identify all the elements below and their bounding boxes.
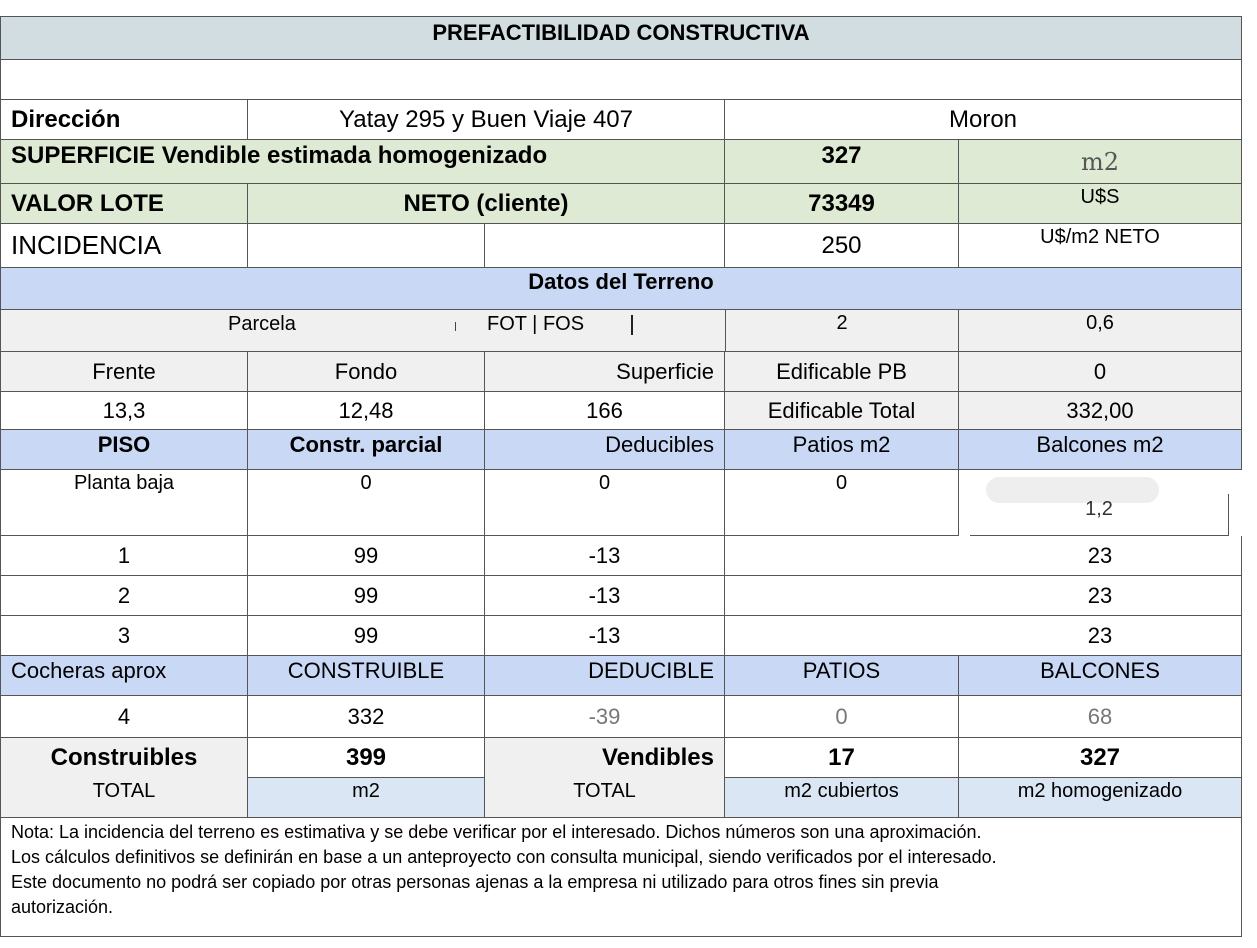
deducibles-1: -13 — [485, 536, 725, 576]
cocheras-value: 4 — [0, 696, 248, 738]
patios-pb: 0 — [725, 470, 959, 536]
parcela-row-bg — [0, 310, 725, 352]
constr-3: 99 — [248, 616, 485, 656]
balcones-3: 23 — [959, 616, 1242, 656]
parcela-tick — [455, 322, 456, 331]
constr-header: Constr. parcial — [248, 430, 485, 470]
nota-block — [0, 818, 1242, 937]
patios-header: Patios m2 — [725, 430, 959, 470]
parcela-label: Parcela — [228, 312, 296, 335]
constr-1: 99 — [248, 536, 485, 576]
nota-line-2: Los cálculos definitivos se definirán en base a un anteproyecto con consulta municipal, siendo verificados por el interesado. — [11, 847, 997, 867]
piso-2: 2 — [0, 576, 248, 616]
homogenizado-value: 327 — [959, 738, 1242, 778]
total-label-2: TOTAL — [485, 778, 725, 818]
superficie-value-terreno: 166 — [485, 392, 725, 430]
balcones-header: Balcones m2 — [959, 430, 1242, 470]
balcones-1: 23 — [959, 536, 1242, 576]
unit-cubiertos: m2 cubiertos — [725, 778, 959, 818]
direccion-label: Dirección — [0, 100, 248, 140]
construibles-value: 399 — [248, 738, 485, 778]
superficie-label: SUPERFICIE Vendible estimada homogenizado — [0, 140, 725, 184]
deducibles-3: -13 — [485, 616, 725, 656]
construible-value: 332 — [248, 696, 485, 738]
balcones-pb-edge — [1228, 494, 1229, 536]
deducible-header: DEDUCIBLE — [485, 656, 725, 696]
incidencia-label: INCIDENCIA — [0, 224, 248, 268]
cocheras-header: Cocheras aprox — [0, 656, 248, 696]
patios-2 — [725, 576, 959, 616]
valor-lote-value: 73349 — [725, 184, 959, 224]
direccion-city: Moron — [725, 100, 1242, 140]
superficie-value: 327 — [725, 140, 959, 184]
nota-line-1: Nota: La incidencia del terreno es estimativa y se debe verificar por el interesado. Dichos números son una aproximación. — [11, 822, 982, 842]
valor-lote-unit: U$S — [959, 184, 1242, 224]
frente-header: Frente — [0, 352, 248, 392]
patios-total-header: PATIOS — [725, 656, 959, 696]
constr-pb: 0 — [248, 470, 485, 536]
fot-value: 2 — [725, 310, 959, 352]
constr-2: 99 — [248, 576, 485, 616]
superficie-unit: m2 — [959, 140, 1242, 184]
piso-1: 1 — [0, 536, 248, 576]
balcones-total-header: BALCONES — [959, 656, 1242, 696]
deducibles-header: Deducibles — [485, 430, 725, 470]
balcones-pb: 1,2 — [1085, 497, 1113, 520]
edificable-pb-header: Edificable PB — [725, 352, 959, 392]
edificable-total-value: 332,00 — [959, 392, 1242, 430]
fondo-value: 12,48 — [248, 392, 485, 430]
fondo-header: Fondo — [248, 352, 485, 392]
unit-homogenizado: m2 homogenizado — [959, 778, 1242, 818]
sheet-title: PREFACTIBILIDAD CONSTRUCTIVA — [0, 16, 1242, 60]
piso-3: 3 — [0, 616, 248, 656]
fot-fos-bar — [631, 315, 633, 335]
unit-m2: m2 — [248, 778, 485, 818]
construible-header: CONSTRUIBLE — [248, 656, 485, 696]
superficie-header: Superficie — [485, 352, 725, 392]
valor-lote-sublabel: NETO (cliente) — [248, 184, 725, 224]
incidencia-value: 250 — [725, 224, 959, 268]
nota-line-3: Este documento no podrá ser copiado por otras personas ajenas a la empresa ni utilizado para otros fines sin previa — [11, 872, 939, 892]
construibles-label: Construibles — [0, 738, 248, 778]
balcones-total-value: 68 — [959, 696, 1242, 738]
blank-row — [0, 60, 1242, 100]
deducibles-pb: 0 — [485, 470, 725, 536]
deducibles-2: -13 — [485, 576, 725, 616]
patios-1 — [725, 536, 959, 576]
deducible-value: -39 — [485, 696, 725, 738]
edificable-total-label: Edificable Total — [725, 392, 959, 430]
total-label-1: TOTAL — [0, 778, 248, 818]
balcones-2: 23 — [959, 576, 1242, 616]
cubiertos-value: 17 — [725, 738, 959, 778]
vendibles-label: Vendibles — [485, 738, 725, 778]
incidencia-empty-2 — [485, 224, 725, 268]
piso-pb: Planta baja — [0, 470, 248, 536]
terreno-section-title: Datos del Terreno — [0, 268, 1242, 310]
incidencia-empty-1 — [248, 224, 485, 268]
patios-total-value: 0 — [725, 696, 959, 738]
valor-lote-label: VALOR LOTE — [0, 184, 248, 224]
incidencia-unit: U$/m2 NETO — [959, 224, 1242, 268]
direccion-address: Yatay 295 y Buen Viaje 407 — [248, 100, 725, 140]
patios-3 — [725, 616, 959, 656]
frente-value: 13,3 — [0, 392, 248, 430]
nota-line-4: autorización. — [11, 897, 114, 917]
piso-header: PISO — [0, 430, 248, 470]
fos-value: 0,6 — [959, 310, 1242, 352]
fot-fos-label: FOT | FOS — [487, 312, 585, 335]
edificable-pb-value: 0 — [959, 352, 1242, 392]
